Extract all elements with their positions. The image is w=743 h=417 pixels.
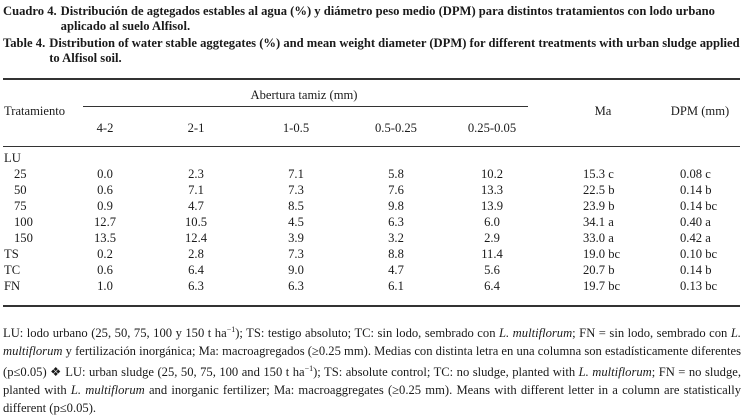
caption-spanish [3, 4, 741, 33]
table-cell: 3.9 [288, 231, 304, 245]
header-sieve-0.25-0.05: 0.25-0.05 [467, 121, 517, 135]
dpm-cell: 0.40 a [680, 215, 711, 229]
table-top-rule [3, 78, 740, 80]
note-es-3: ; FN = sin lodo, sembrado con [572, 326, 731, 341]
table-cell: 4.7 [188, 199, 204, 213]
note-es-2: ); TS: testigo absoluto; TC: sin lodo, sembrado con [235, 326, 500, 341]
ma-cell: 19.7 bc [583, 279, 621, 293]
table-caption [3, 4, 741, 65]
dpm-cell: 0.13 bc [680, 279, 718, 293]
group-label-lu: LU [4, 151, 21, 165]
note-en-species-1: L. multiflorum [578, 365, 652, 380]
table-cell: 10.5 [184, 215, 208, 229]
dpm-cell: 0.14 bc [680, 199, 718, 213]
caption-en-text: Distribution of water stable aggtegates (%) and mean weight diameter (DPM) for different treatments with urban sludge applied to Alfisol soil. [49, 36, 740, 65]
table-cell: 6.3 [288, 279, 304, 293]
table-cell: 4.5 [288, 215, 304, 229]
table-cell: 0.0 [97, 167, 113, 181]
table-cell: 9.8 [388, 199, 404, 213]
caption-es-text: Distribución de agtegados estables al agua (%) y diámetro peso medio (DPM) para distintos tratamientos con lodo urbano aplicado al suelo Alfisol. [60, 4, 715, 33]
ma-cell: 20.7 b [583, 263, 615, 277]
row-label: TS [4, 247, 19, 261]
header-ma: Ma [594, 104, 612, 118]
row-label: TC [4, 263, 21, 277]
table-cell: 7.3 [288, 247, 304, 261]
table-cell: 6.3 [188, 279, 204, 293]
table-cell: 0.9 [97, 199, 113, 213]
note-en-2: ); TS: absolute control; TC: no sludge, planted with [313, 365, 579, 380]
table-bottom-rule [3, 305, 740, 307]
caption-es-label: Cuadro 4. [3, 4, 57, 18]
dpm-cell: 0.42 a [680, 231, 711, 245]
table-cell: 5.6 [484, 263, 500, 277]
ma-cell: 34.1 a [583, 215, 614, 229]
dpm-cell: 0.10 bc [680, 247, 718, 261]
table-cell: 2.9 [484, 231, 500, 245]
note-en-3: ; FN = no sludge, planted with [3, 365, 741, 398]
note-en-1: LU: urban sludge (25, 50, 75, 100 and 150 t ha [65, 365, 305, 380]
note-en-4: and inorganic fertilizer; Ma: macroaggregates (≥0.25 mm). Means with different letter in a column are statistically different (p≤0.05). [3, 383, 741, 415]
sieve-group-rule [83, 106, 528, 107]
ma-cell: 22.5 b [583, 183, 615, 197]
ma-cell: 23.9 b [583, 199, 615, 213]
ma-cell: 15.3 c [583, 167, 614, 181]
table-cell: 13.5 [93, 231, 117, 245]
row-label: FN [4, 279, 21, 293]
table-cell: 2.3 [188, 167, 204, 181]
note-en-species-2: L. multiflorum [70, 383, 145, 398]
table-cell: 7.6 [388, 183, 404, 197]
table-cell: 8.8 [388, 247, 404, 261]
note-es-species-1: L. multiflorum [499, 326, 573, 341]
table-cell: 0.6 [97, 183, 113, 197]
header-sieve-4-2: 4-2 [96, 121, 114, 135]
table-cell: 12.4 [184, 231, 208, 245]
header-sieve-0.5-0.25: 0.5-0.25 [375, 121, 417, 135]
table-cell: 6.4 [484, 279, 500, 293]
note-en-sup: −1 [304, 364, 314, 374]
table-cell: 12.7 [93, 215, 117, 229]
table-cell: 6.1 [388, 279, 404, 293]
row-label: 25 [14, 167, 27, 181]
header-sieve-group: Abertura tamiz (mm) [250, 88, 358, 102]
table-cell: 7.3 [288, 183, 304, 197]
ma-cell: 19.0 bc [583, 247, 621, 261]
row-label: 50 [14, 183, 27, 197]
table-cell: 0.2 [97, 247, 113, 261]
table-cell: 6.0 [484, 215, 500, 229]
dpm-cell: 0.14 b [680, 263, 712, 277]
table-cell: 11.4 [481, 247, 503, 261]
note-es-4: y fertilización inorgánica; Ma: macroagregados (≥0.25 mm). Medias con distinta letra en una columna son estadísticamente diferentes (p≤0.05) [3, 343, 741, 380]
row-label: 100 [14, 215, 33, 229]
header-dpm: DPM (mm) [670, 104, 730, 118]
table-cell: 8.5 [288, 199, 304, 213]
table-cell: 0.6 [97, 263, 113, 277]
table-cell: 4.7 [388, 263, 404, 277]
dpm-cell: 0.08 c [680, 167, 711, 181]
table-cell: 13.3 [480, 183, 504, 197]
table-cell: 2.8 [188, 247, 204, 261]
note-es-species-2: L. multiflorum [3, 326, 742, 358]
table-cell: 5.8 [388, 167, 404, 181]
note-es-1: LU: lodo urbano (25, 50, 75, 100 y 150 t ha [3, 326, 227, 341]
table-cell: 10.2 [480, 167, 504, 181]
caption-english [3, 36, 741, 65]
header-sieve-1-0.5: 1-0.5 [282, 121, 310, 135]
note-separator: ❖ [46, 365, 66, 380]
table-cell: 7.1 [288, 167, 304, 181]
note-es-sup: −1 [226, 325, 236, 334]
table-footnote [3, 321, 741, 417]
table-header-rule [3, 146, 740, 147]
table-cell: 13.9 [480, 199, 504, 213]
table-cell: 7.1 [188, 183, 204, 197]
dpm-cell: 0.14 b [680, 183, 712, 197]
caption-en-label: Table 4. [3, 36, 46, 50]
row-label: 75 [14, 199, 27, 213]
table-cell: 9.0 [288, 263, 304, 277]
table-cell: 3.2 [388, 231, 404, 245]
row-label: 150 [14, 231, 33, 245]
header-sieve-2-1: 2-1 [187, 121, 205, 135]
ma-cell: 33.0 a [583, 231, 614, 245]
table-cell: 6.4 [188, 263, 204, 277]
header-treatment: Tratamiento [4, 104, 66, 118]
table-cell: 1.0 [97, 279, 113, 293]
table-cell: 6.3 [388, 215, 404, 229]
